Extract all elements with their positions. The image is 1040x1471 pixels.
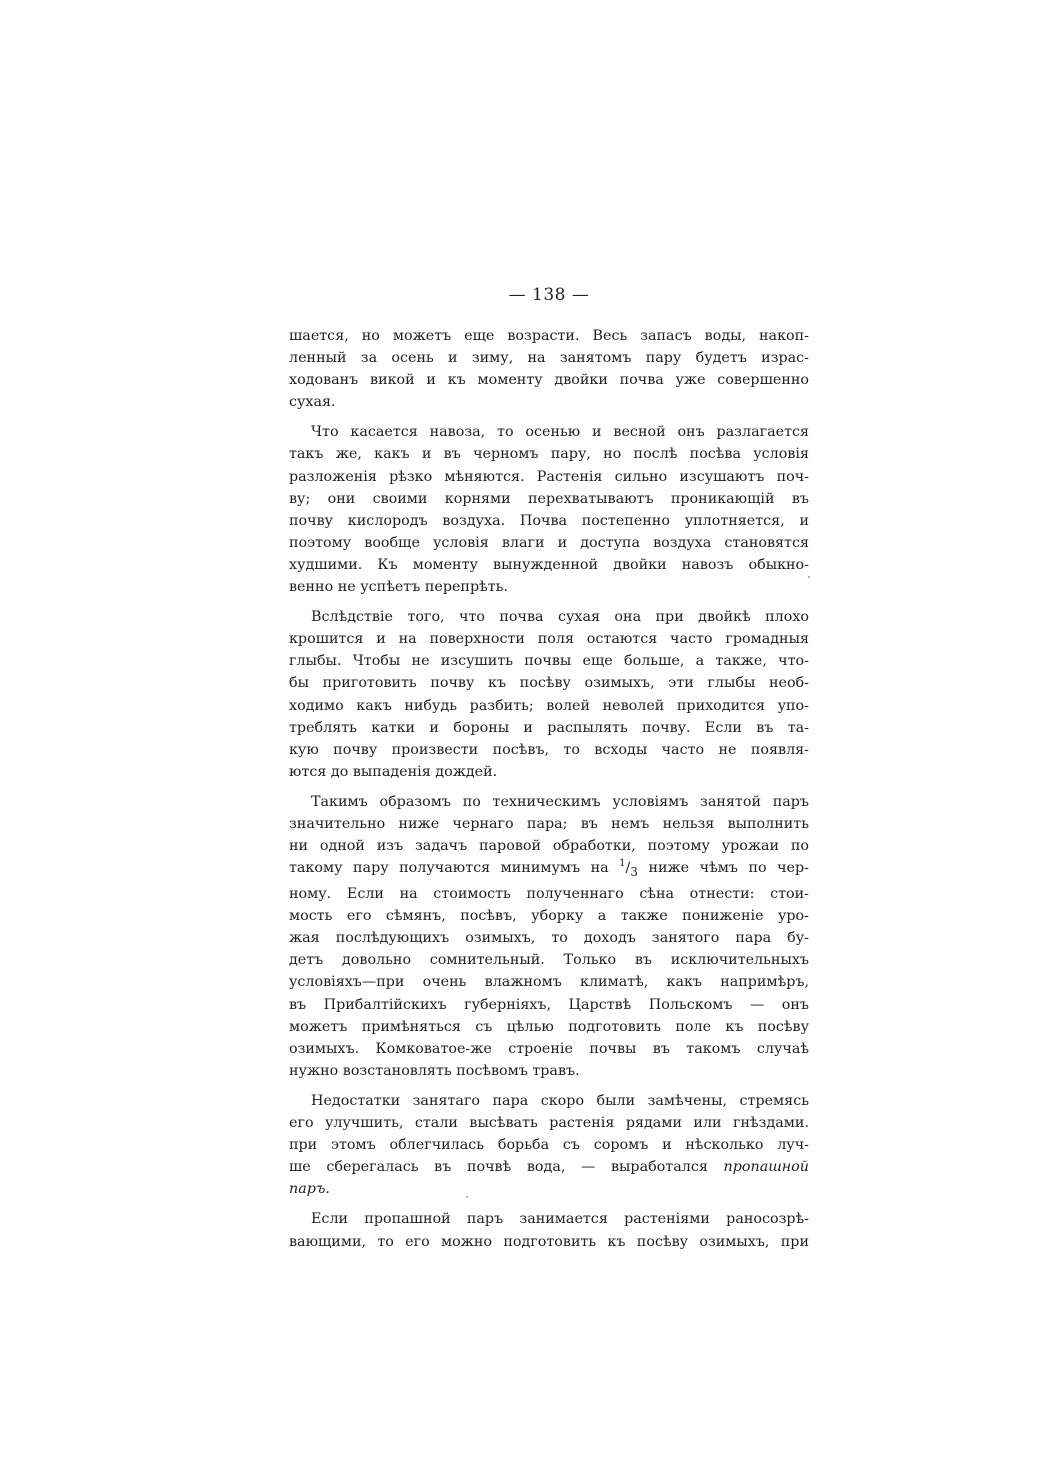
fraction-numerator: 1 (619, 858, 626, 870)
text-line: венно не успѣетъ перепрѣть. (289, 579, 508, 596)
text-line: озимыхъ. Комковатое-же строеніе почвы въ такомъ случаѣ (289, 1040, 809, 1057)
text-line: при этомъ облегчилась борьба съ соромъ и нѣсколько луч- (289, 1137, 809, 1154)
text-line: ходимо какъ нибудь разбить; волей неволей приходится упо- (289, 697, 809, 714)
text-line: ни одной изъ задачъ паровой обработки, поэтому урожаи по (289, 838, 809, 855)
text-line: ному. Если на стоимость полученнаго сѣна отнести: стои- (289, 886, 809, 903)
text-line: можетъ примѣняться съ цѣлью подготовить поле къ посѣву (289, 1018, 809, 1035)
paragraph-1 (289, 325, 809, 413)
scan-speck (466, 1196, 468, 1198)
text-line: треблять катки и бороны и распылять почву. Если въ та- (289, 719, 809, 736)
text-line: условіяхъ—при очень влажномъ климатѣ, какъ напримѣръ, (289, 974, 809, 991)
text-line: шается, но можетъ еще возрасти. Весь запасъ воды, накоп- (289, 328, 809, 344)
fraction-denominator: 3 (630, 865, 638, 880)
paragraph-3 (289, 606, 809, 783)
text-line: ходованъ викой и къ моменту двойки почва уже совершенно (289, 372, 809, 389)
page-number: — 138 — (508, 285, 590, 305)
text-line-with-italic (289, 1156, 809, 1178)
text-line: Такимъ образомъ по техническимъ условіямъ занятой паръ (311, 793, 809, 810)
text-line: сухая. (289, 394, 336, 411)
paragraph-2 (289, 421, 809, 598)
text-line: ются до выпаденія дождей. (289, 763, 498, 780)
fraction-line-tail: ниже чѣмъ по чер- (648, 860, 809, 877)
text-line: вающими, то его можно подготовить къ посѣву озимыхъ, при (289, 1233, 809, 1250)
one-third-fraction: $^1/_3$ (619, 858, 638, 880)
book-page (289, 283, 809, 1261)
text-line-with-fraction (289, 857, 809, 883)
text-line: ленный за осень и зиму, на занятомъ пару будетъ израс- (289, 350, 809, 367)
paragraph-5 (289, 1090, 809, 1200)
fraction-line-start: такому пару получаются минимумъ на (289, 860, 609, 877)
italic-term-end: паръ. (289, 1181, 330, 1198)
text-line: ву; они своими корнями перехватываютъ проникающій въ (289, 490, 809, 507)
paragraph-4 (289, 791, 809, 1082)
text-line: бы приготовить почву къ посѣву озимыхъ, эти глыбы необ- (289, 675, 809, 692)
italic-line-start: ше сберегалась въ почвѣ вода, — выработался (289, 1159, 708, 1176)
text-line: мость его сѣмянъ, посѣвъ, уборку а также пониженіе уро- (289, 908, 809, 925)
text-line: жая послѣдующихъ озимыхъ, то доходъ занятого пара бу- (289, 930, 809, 947)
text-line: Недостатки занятаго пара скоро были замѣчены, стремясь (311, 1092, 809, 1109)
text-line: кую почву произвести посѣвъ, то всходы часто не появля- (289, 741, 809, 758)
italic-term: пропашной (723, 1159, 809, 1176)
text-line: глыбы. Чтобы не изсушить почвы еще больше, а также, что- (289, 653, 809, 670)
text-line: поэтому вообще условія влаги и доступа воздуха становятся (289, 534, 809, 551)
text-line: разложенія рѣзко мѣняются. Растенія сильно изсушаютъ поч- (289, 468, 809, 485)
text-line: въ Прибалтійскихъ губерніяхъ, Царствѣ Польскомъ — онъ (289, 996, 809, 1013)
text-line: почву кислородъ воздуха. Почва постепенно уплотняется, и (289, 512, 809, 529)
text-line (289, 1178, 809, 1200)
text-line: Если пропашной паръ занимается растеніями раносозрѣ- (311, 1211, 809, 1228)
text-line: детъ довольно сомнительный. Только въ исключительныхъ (289, 952, 809, 969)
text-line: крошится и на поверхности поля остаются часто громадныя (289, 631, 809, 648)
text-line: худшими. Къ моменту вынужденной двойки навозъ обыкно- (289, 556, 809, 573)
text-line: такъ же, какъ и въ черномъ пару, но послѣ посѣва условія (289, 446, 809, 463)
text-line: значительно ниже чернаго пара; въ немъ нельзя выполнить (289, 815, 809, 832)
text-line: нужно возстановлять посѣвомъ травъ. (289, 1062, 580, 1079)
text-line: Что касается навоза, то осенью и весной онъ разлагается (311, 424, 809, 441)
paragraph-6 (289, 1208, 809, 1252)
text-line: его улучшить, стали высѣвать растенія рядами или гнѣздами. (289, 1115, 809, 1132)
text-line: Вслѣдствіе того, что почва сухая она при двойкѣ плохо (311, 609, 809, 626)
scan-speck (808, 576, 810, 578)
